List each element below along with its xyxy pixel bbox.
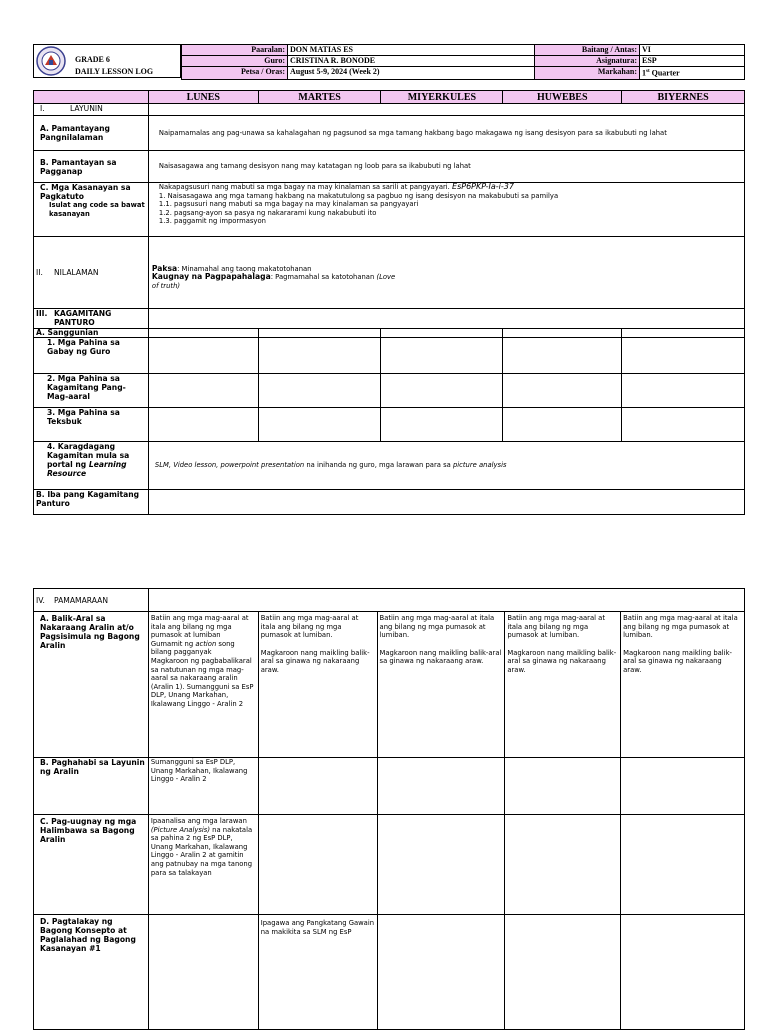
guro-label: Guro: [182,56,288,67]
school-info-table [181,44,745,80]
kasanayan-item-2: 1.1. pagsusuri nang mabuti sa mga bagay na may kinalaman sa pangyayari [158,200,419,209]
pag-uugnay-lunes-b: na nakatala sa pahina 2 ng EsP DLP, Unang Markahan, Ikalawang Linggo - Aralin 2 at gamitin ang patnubay na mga tanong para sa talakayan [150,825,253,877]
markahan-number: 1 [642,68,646,78]
balik-aral-miyerkules [377,612,505,758]
pamantayang-text: Naipamamalas ang pag-unawa sa kahalagahan ng pagsunod sa mga tamang hakbang bago makagawa ng isang desisyon para sa ikabubuti ng lahat [148,116,744,151]
paghahabi-row [34,758,745,815]
day-lunes: LUNES [148,91,258,104]
nilalaman-row [34,237,745,309]
baitang-label: Baitang / Antas: [535,45,640,56]
balik-aral-huwebes-review: Magkaroon nang maikling balik-aral sa ginawa ng nakaraang araw. [507,648,617,674]
balik-aral-lunes-greet: Batiin ang mga mag-aaral at itala ang bilang ng mga pumasok at lumiban [150,614,249,640]
log-title: DAILY LESSON LOG [75,67,154,76]
layunin-row [34,104,745,116]
karagdagang-post: na inihanda ng guro, mga larawan para sa [304,461,453,470]
seal-icon [34,45,68,77]
gabay-guro-row [34,338,745,374]
balik-aral-martes [258,612,377,758]
karagdagang-pre: SLM, Video lesson, powerpoint presentation [154,461,305,470]
pamantayang-row [34,116,745,151]
kasanayan-sub: Isulat ang code sa bawat kasanayan [49,201,145,218]
paaralan-label: Paaralan: [182,45,288,56]
pamamaraan-row [34,589,745,612]
baitang-value: VI [640,45,745,56]
markahan-label: Markahan: [535,67,640,80]
pag-uugnay-lunes-em: (Picture Analysis) [150,825,211,834]
balik-aral-huwebes [505,612,621,758]
kasanayan-main [159,183,742,192]
balik-aral-lunes-review: Magkaroon ng pagbabalikaral sa natutunan ng mga mag-aaral sa nakaraang aralin (Aralin 1). Sumangguni sa EsP DLP, Unang Markahan, Ikalawang Linggo - Aralin 2 [150,656,254,708]
nilalaman-heading [34,237,149,309]
pamantayang-label: A. Pamantayang Pangnilalaman [34,116,149,151]
sanggunian-row [34,329,745,338]
day-huwebes: HUWEBES [503,91,622,104]
day-miyerkules: MIYERKULES [381,91,503,104]
karagdagang-label-cell [34,442,149,490]
balik-aral-biyernes [621,612,745,758]
paaralan-value: DON MATIAS ES [288,45,535,56]
pagtalakay-label: D. Pagtalakay ng Bagong Konsepto at Paglalahad ng Bagong Kasanayan #1 [34,915,149,1030]
pamamaraan-heading [34,589,149,612]
layunin-numeral: I. [40,104,45,113]
layunin-heading [34,104,149,116]
karagdagang-em: picture analysis [452,461,507,470]
kaugnay-english: (Love of truth) [151,273,396,290]
pagganap-row [34,151,745,183]
nilalaman-text-cell [148,237,744,309]
deped-seal-logo [33,44,69,78]
balik-aral-lunes-song-em: action [195,639,217,648]
pag-uugnay-label: C. Pag-uugnay ng mga Halimbawa sa Bagong Aralin [34,815,149,915]
asignatura-label: Asignatura: [535,56,640,67]
paksa-label: Paksa [151,263,178,273]
days-header-blank [34,91,149,104]
petsa-value: August 5-9, 2024 (Week 2) [288,67,535,80]
nilalaman-title: NILALAMAN [54,268,99,277]
days-header-row [34,91,745,104]
grade-box [69,44,181,78]
pag-uugnay-lunes [148,815,258,915]
kagamitan-title: KAGAMITANG PANTURO [54,309,112,327]
pag-uugnay-lunes-a: Ipaanalisa ang mga larawan [150,817,247,825]
kasanayan-code: EsP6PKP-Ia-i-37 [452,182,514,191]
kagamitan-numeral: III. [36,309,48,318]
pagganap-text: Naisasagawa ang tamang desisyon nang may katatagan ng loob para sa ikabubuti ng lahat [148,151,744,183]
kasanayan-text-cell [148,183,744,237]
kasanayan-main-text: Nakapagsusuri nang mabuti sa mga bagay na may kinalaman sa sarili at pangyayari. [158,183,450,191]
balik-aral-lunes-song-a: Gumamit ng [150,639,196,648]
grade-label: GRADE 6 [75,55,110,64]
kaugnay-label: Kaugnay na Pagpapahalaga [151,272,271,282]
pamamaraan-numeral: IV. [36,595,45,605]
kaugnay-line [152,273,402,290]
kasanayan-item-3: 1.2. pagsang-ayon sa pasya ng nakararami kung nakabubuti ito [158,208,377,217]
kagamitan-row [34,309,745,329]
markahan-value [640,67,745,80]
karagdagang-row [34,442,745,490]
pamamaraan-title: PAMAMARAAN [54,595,109,605]
sanggunian-label: A. Sanggunian [34,329,149,338]
iba-pang-label: B. Iba pang Kagamitang Panturo [34,490,149,515]
kaugnay-text: : Pagmamahal sa katotohanan [270,273,377,282]
karagdagang-label-em: Learning Resource [47,460,127,478]
markahan-sup: st [646,69,650,74]
balik-aral-row [34,612,745,758]
kasanayan-label-cell [34,183,149,237]
kagamitan-heading [34,309,149,329]
lesson-table-top [33,90,745,515]
balik-aral-biyernes-greet: Batiin ang mga mag-aaral at itala ang bilang ng mga pumasok at lumiban. [623,614,738,640]
kasanayan-label: C. Mga Kasanayan sa Pagkatuto [40,183,131,201]
day-biyernes: BIYERNES [622,91,745,104]
balik-aral-miyerkules-greet: Batiin ang mga mag-aaral at itala ang bilang ng mga pumasok at lumiban. [379,614,495,640]
gabay-guro-label: 1. Mga Pahina sa Gabay ng Guro [34,338,149,374]
guro-value: CRISTINA R. BONODE [288,56,535,67]
day-martes: MARTES [258,91,381,104]
kasanayan-item-1: 1. Naisasagawa ang mga tamang hakbang na makatutulong sa pagbuo ng isang desisyon na makabubuti sa pamilya [158,191,559,200]
pagganap-label: B. Pamantayan sa Pagganap [34,151,149,183]
balik-aral-biyernes-review: Magkaroon nang maikling balik-aral sa ginawa ng nakaraang araw. [623,648,732,674]
paghahabi-lunes: Sumangguni sa EsP DLP, Unang Markahan, Ikalawang Linggo - Aralin 2 [148,758,258,815]
kagamitang-magaaral-row [34,374,745,408]
teksbuk-row [34,408,745,442]
balik-aral-miyerkules-review: Magkaroon nang maikling balik-aral sa ginawa ng nakaraang araw. [379,648,502,666]
pag-uugnay-row [34,815,745,915]
balik-aral-lunes [148,612,258,758]
pagtalakay-row [34,915,745,1030]
balik-aral-martes-greet: Batiin ang mga mag-aaral at itala ang bilang ng mga pumasok at lumiban. [260,614,359,640]
balik-aral-huwebes-greet: Batiin ang mga mag-aaral at itala ang bilang ng mga pumasok at lumiban. [507,614,605,640]
teksbuk-label: 3. Mga Pahina sa Teksbuk [34,408,149,442]
balik-aral-lunes-song [151,640,256,657]
iba-pang-row [34,490,745,515]
kasanayan-row [34,183,745,237]
lesson-table-bottom [33,588,745,1030]
paksa-text: : Minamahal ang taong makatotohanan [177,264,312,273]
karagdagang-label: 4. Karagdagang Kagamitan mula sa portal ng [47,442,130,469]
kasanayan-item-4: 1.3. paggamit ng impormasyon [158,217,266,226]
asignatura-value: ESP [640,56,745,67]
balik-aral-lunes-song-b: song bilang pagganyak [150,639,235,657]
pagtalakay-martes: Ipagawa ang Pangkatang Gawain na makikita sa SLM ng EsP [258,915,377,1030]
balik-aral-martes-review: Magkaroon nang maikling balik-aral sa ginawa ng nakaraang araw. [260,648,370,674]
balik-aral-label: A. Balik-Aral sa Nakaraang Aralin at/o Pagsisimula ng Bagong Aralin [34,612,149,758]
layunin-title: LAYUNIN [70,104,103,113]
kagamitang-magaaral-label: 2. Mga Pahina sa Kagamitang Pang-Mag-aaral [34,374,149,408]
karagdagang-text-cell [148,442,744,490]
paghahabi-label: B. Paghahabi sa Layunin ng Aralin [34,758,149,815]
petsa-label: Petsa / Oras: [182,67,288,80]
nilalaman-numeral: II. [36,268,43,277]
markahan-word: Quarter [651,68,680,78]
